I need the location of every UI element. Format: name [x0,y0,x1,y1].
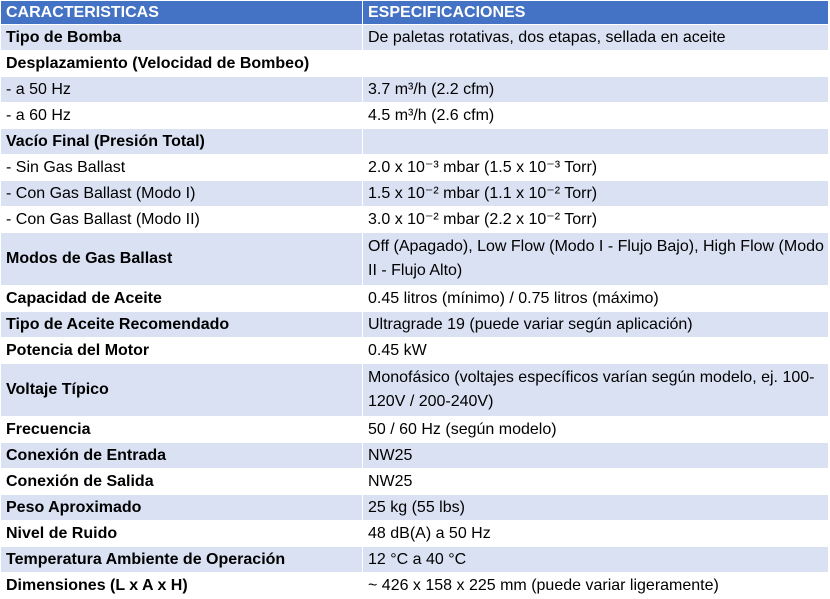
table-row [1,417,829,443]
table-row [1,521,829,547]
table-row [1,573,829,599]
table-row [1,129,829,155]
characteristic-cell: Conexión de Salida [1,469,363,495]
spec-table-body [1,25,829,599]
table-row [1,103,829,129]
specification-cell: NW25 [363,469,829,495]
specification-cell: 48 dB(A) a 50 Hz [363,521,829,547]
characteristic-cell: Tipo de Bomba [1,25,363,51]
specification-cell [363,129,829,155]
specification-cell: Off (Apagado), Low Flow (Modo I - Flujo Bajo), High Flow (Modo II - Flujo Alto) [363,233,829,286]
characteristic-cell: Potencia del Motor [1,338,363,364]
specification-cell: 1.5 x 10⁻² mbar (1.1 x 10⁻² Torr) [363,181,829,207]
characteristic-cell: Peso Aproximado [1,495,363,521]
characteristic-cell: - a 50 Hz [1,77,363,103]
header-row [1,1,829,25]
table-row [1,181,829,207]
header-caracteristicas: CARACTERISTICAS [1,1,363,25]
table-row [1,77,829,103]
specification-cell [363,51,829,77]
table-row [1,286,829,312]
table-row [1,25,829,51]
characteristic-cell: Modos de Gas Ballast [1,233,363,286]
table-row [1,312,829,338]
characteristic-cell: Voltaje Típico [1,364,363,417]
table-row [1,469,829,495]
table-row [1,364,829,417]
specification-cell: Ultragrade 19 (puede variar según aplicación) [363,312,829,338]
specification-cell: Monofásico (voltajes específicos varían según modelo, ej. 100-120V / 200-240V) [363,364,829,417]
specification-cell: 3.7 m³/h (2.2 cfm) [363,77,829,103]
specification-cell: 3.0 x 10⁻² mbar (2.2 x 10⁻² Torr) [363,207,829,233]
characteristic-cell: Vacío Final (Presión Total) [1,129,363,155]
specification-cell: 4.5 m³/h (2.6 cfm) [363,103,829,129]
characteristic-cell: Capacidad de Aceite [1,286,363,312]
specification-cell: NW25 [363,443,829,469]
characteristic-cell: Tipo de Aceite Recomendado [1,312,363,338]
header-especificaciones: ESPECIFICACIONES [363,1,829,25]
characteristic-cell: - Con Gas Ballast (Modo II) [1,207,363,233]
specification-cell: 0.45 kW [363,338,829,364]
characteristic-cell: Conexión de Entrada [1,443,363,469]
specification-cell: 50 / 60 Hz (según modelo) [363,417,829,443]
specification-cell: 25 kg (55 lbs) [363,495,829,521]
table-row [1,51,829,77]
characteristic-cell: - a 60 Hz [1,103,363,129]
table-row [1,495,829,521]
specification-cell: De paletas rotativas, dos etapas, sellada en aceite [363,25,829,51]
characteristic-cell: Desplazamiento (Velocidad de Bombeo) [1,51,363,77]
characteristic-cell: Temperatura Ambiente de Operación [1,547,363,573]
characteristic-cell: Frecuencia [1,417,363,443]
table-row [1,338,829,364]
specification-cell: 2.0 x 10⁻³ mbar (1.5 x 10⁻³ Torr) [363,155,829,181]
table-row [1,233,829,286]
specification-cell: ~ 426 x 158 x 225 mm (puede variar ligeramente) [363,573,829,599]
specification-cell: 0.45 litros (mínimo) / 0.75 litros (máximo) [363,286,829,312]
characteristic-cell: - Con Gas Ballast (Modo I) [1,181,363,207]
table-row [1,155,829,181]
specification-cell: 12 °C a 40 °C [363,547,829,573]
characteristic-cell: - Sin Gas Ballast [1,155,363,181]
characteristic-cell: Nivel de Ruido [1,521,363,547]
table-row [1,207,829,233]
table-row [1,547,829,573]
characteristic-cell: Dimensiones (L x A x H) [1,573,363,599]
table-row [1,443,829,469]
